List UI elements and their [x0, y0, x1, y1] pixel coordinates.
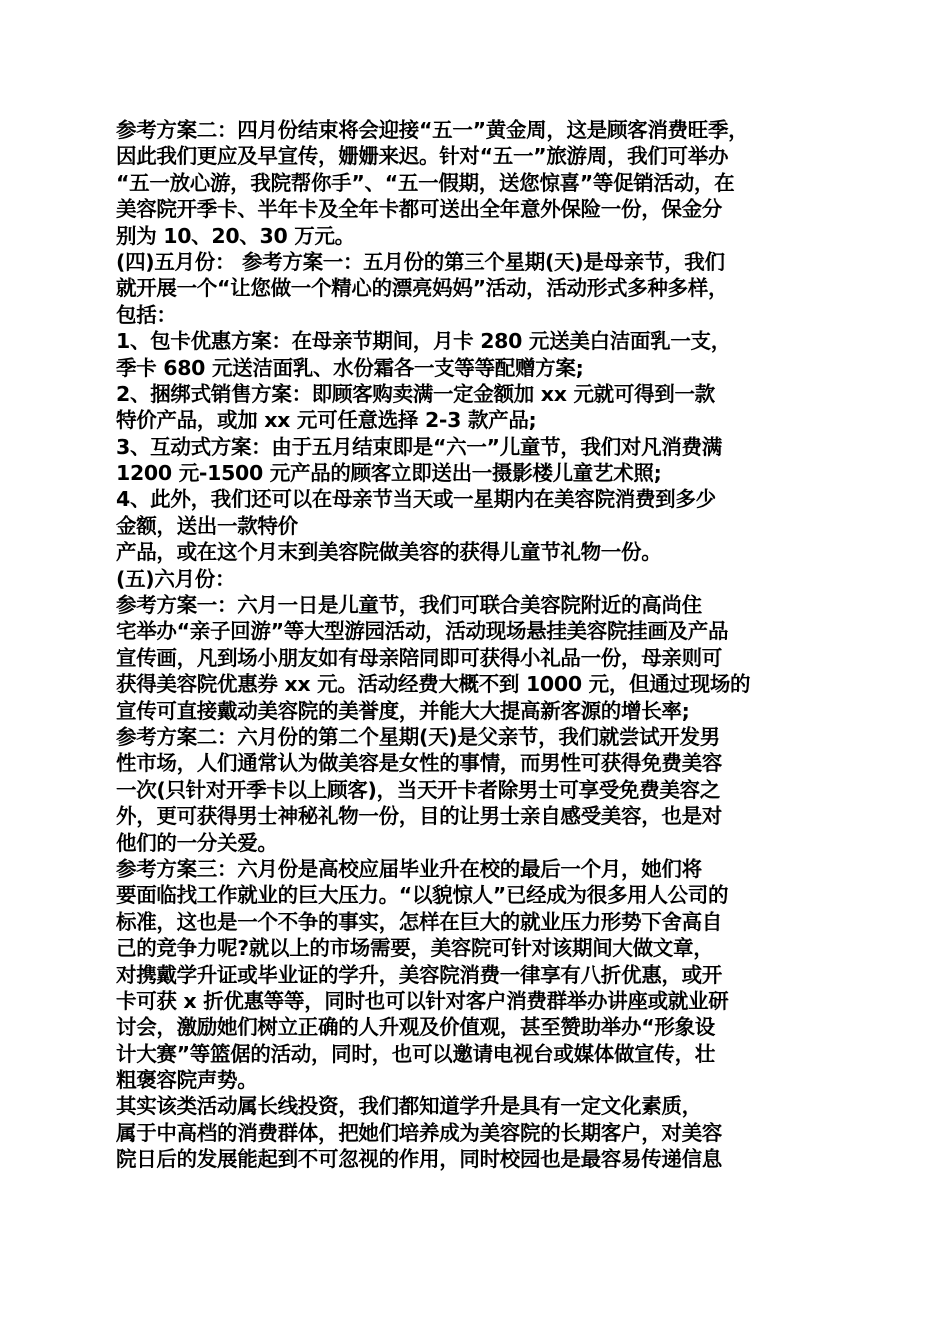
text-line: 讨会，激励她们树立正确的人升观及价值观，甚至赞助举办“形象设 — [116, 1015, 715, 1040]
text-line: 参考方案二：四月份结束将会迎接“五一”黄金周，这是顾客消费旺季， — [116, 118, 749, 142]
text-line: “五一放心游，我院帮你手”、“五一假期，送您惊喜”等促销活动，在 — [116, 170, 735, 195]
text-line: 其实该类活动属长线投资，我们都知道学升是具有一定文化素质， — [116, 1094, 702, 1119]
text-line: 宣传画，凡到场小朋友如有母亲陪同即可获得小礼品一份，母亲则可 — [116, 645, 722, 670]
text-line: 宣传可直接戴动美容院的美誉度，并能大大提高新客源的增长率; — [116, 698, 690, 723]
text-line: 因此我们更应及早宣传，姗姗来迟。针对“五一”旅游周，我们可举办 — [116, 144, 729, 169]
text-line: 参考方案一：六月一日是儿童节，我们可联合美容院附近的高尚住 — [116, 593, 702, 618]
text-line: 宅举办“亲子回游”等大型游园活动，活动现场悬挂美容院挂画及产品 — [116, 619, 729, 644]
text-line: 卡可获 x 折优惠等等，同时也可以针对客户消费群举办讲座或就业研 — [116, 988, 729, 1013]
text-line: 美容院开季卡、半年卡及全年卡都可送出全年意外保险一份，保金分 — [116, 197, 722, 222]
text-line: 要面临找工作就业的巨大压力。“以貌惊人”已经成为很多用人公司的 — [116, 883, 729, 908]
text-line: 参考方案二：六月份的第二个星期(天)是父亲节，我们就尝试开发男 — [116, 724, 720, 749]
text-line: (五)六月份： — [116, 566, 236, 591]
text-line: 2、捆绑式销售方案：即顾客购卖满一定金额加 xx 元就可得到一款 — [116, 381, 715, 406]
text-line: 特价产品，或加 xx 元可任意选择 2-3 款产品; — [116, 408, 537, 433]
text-line: 别为 10、20、30 万元。 — [116, 223, 355, 248]
text-line: 外，更可获得男士神秘礼物一份，目的让男士亲自感受美容，也是对 — [116, 804, 722, 829]
text-line: 获得美容院优惠券 xx 元。活动经费大概不到 1000 元，但通过现场的 — [116, 672, 751, 697]
text-line: (四)五月份： 参考方案一：五月份的第三个星期(天)是母亲节，我们 — [116, 249, 725, 274]
document-page — [116, 117, 840, 1173]
text-line: 标准，这也是一个不争的事实，怎样在巨大的就业压力形势下舍高自 — [116, 909, 722, 934]
text-line: 1、包卡优惠方案：在母亲节期间，月卡 280 元送美白洁面乳一支， — [116, 329, 731, 354]
text-line: 季卡 680 元送洁面乳、水份霜各一支等等配赠方案; — [116, 355, 584, 380]
text-line: 对携戴学升证或毕业证的学升，美容院消费一律享有八折优惠，或开 — [116, 962, 722, 987]
text-line: 4、此外，我们还可以在母亲节当天或一星期内在美容院消费到多少 — [116, 487, 716, 512]
text-line: 一次(只针对开季卡以上顾客)，当天开卡者除男士可享受免费美容之 — [116, 777, 720, 802]
text-line: 产品，或在这个月末到美容院做美容的获得儿童节礼物一份。 — [116, 540, 662, 565]
text-line: 属于中高档的消费群体，把她们培养成为美容院的长期客户，对美容 — [116, 1120, 722, 1145]
text-line: 就开展一个“让您做一个精心的漂亮妈妈”活动，活动形式多种多样， — [116, 276, 729, 301]
text-line: 包括： — [116, 302, 177, 327]
text-line: 金额，送出一款特价 — [116, 513, 298, 538]
text-line: 粗褒容院声势。 — [116, 1068, 258, 1093]
text-line: 己的竞争力呢?就以上的市场需要，美容院可针对该期间大做文章， — [116, 936, 714, 961]
text-line: 院日后的发展能起到不可忽视的作用，同时校园也是最容易传递信息 — [116, 1147, 722, 1172]
text-line: 1200 元-1500 元产品的顾客立即送出一摄影楼儿童艺术照; — [116, 461, 662, 486]
text-line: 性市场，人们通常认为做美容是女性的事情，而男性可获得免费美容 — [116, 751, 722, 776]
text-line: 3、互动式方案：由于五月结束即是“六一”儿童节，我们对凡消费满 — [116, 434, 722, 459]
text-line: 计大赛”等篮倨的活动，同时，也可以邀请电视台或媒体做宣传，壮 — [116, 1041, 715, 1066]
text-line: 他们的一分关爱。 — [116, 830, 278, 855]
text-line: 参考方案三：六月份是高校应届毕业升在校的最后一个月，她们将 — [116, 856, 702, 881]
